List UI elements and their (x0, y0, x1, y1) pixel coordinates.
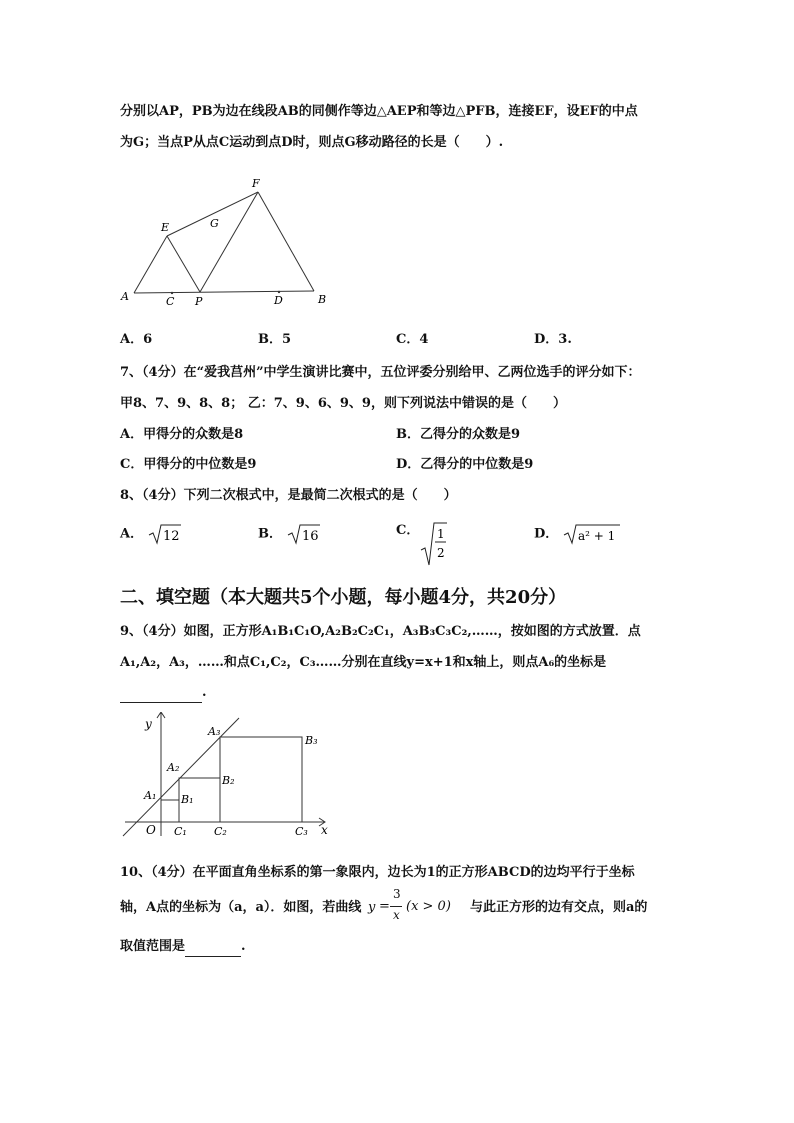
label-B1: B₁ (181, 793, 194, 806)
q8-option-a-label: A． (120, 526, 144, 542)
label-C1: C₁ (174, 825, 187, 838)
q6-line2: 为G；当点P从点C运动到点D时，则点G移动路径的长是（ ）. (120, 135, 504, 150)
q9-line1: 9、（4分）如图，正方形A₁B₁C₁O,A₂B₂C₂C₁，A₃B₃C₃C₂,……，按如图的方式放置．点 (120, 624, 641, 639)
label-A2: A₂ (167, 761, 180, 774)
q10-line1: 10、（4分）在平面直角坐标系的第一象限内，边长为1的正方形ABCD的边均平行于坐标 (120, 865, 635, 880)
q8-option-b-label: B． (258, 526, 282, 542)
label-C2: C₂ (214, 825, 227, 838)
label-C3: C₃ (295, 825, 308, 838)
q10-formula-y: y (368, 900, 376, 915)
q8-option-d (534, 522, 622, 546)
label-A: A (121, 290, 129, 303)
q8-radicand-b: 16 (302, 529, 319, 544)
q6-line1: 分别以AP，PB为边在线段AB的同侧作等边△AEP和等边△PFB，连接EF，设EF的中点 (120, 104, 638, 119)
q7-line1: 7、（4分）在“爱我莒州”中学生演讲比赛中，五位评委分别给甲、乙两位选手的评分如下： (120, 365, 641, 380)
label-x: x (321, 823, 328, 837)
q6-option-a: A．6 (120, 332, 153, 347)
label-O: O (146, 823, 156, 837)
q8-option-d-label: D． (534, 526, 559, 542)
q6-option-c: C．4 (396, 332, 429, 347)
q10-condition: (x > 0) (406, 899, 451, 914)
q8-radicand-d: a² + 1 (578, 529, 616, 543)
q8-frac-num: 1 (437, 527, 445, 541)
q10-line2-post: 与此正方形的边有交点，则a的 (470, 900, 648, 915)
q10-line3-pre: 取值范围是 (120, 939, 186, 954)
answer-blank[interactable] (120, 684, 202, 703)
q6-triangle-figure (115, 172, 335, 312)
q10-frac-num: 3 (393, 887, 401, 901)
q8-option-a (120, 522, 183, 546)
q10-line2-pre: 轴，A点的坐标为（a，a）．如图，若曲线 (120, 900, 362, 915)
q7-option-c: C．甲得分的中位数是9 (120, 457, 257, 472)
q9-squares-figure (115, 712, 340, 842)
label-y: y (145, 717, 152, 731)
q9-line3-end: . (202, 685, 207, 700)
q7-option-d: D．乙得分的中位数是9 (396, 457, 534, 472)
q8-option-c-label: C． (396, 523, 420, 538)
label-G: G (210, 217, 219, 230)
q9-line3 (120, 684, 207, 703)
fraction-bar (390, 906, 402, 907)
q9-line2: A₁,A₂，A₃，……和点C₁,C₂，C₃……分别在直线y=x+1和x轴上，则点A₆的坐标是 (120, 655, 607, 670)
section-heading: 二、填空题（本大题共5个小题，每小题4分，共20分） (120, 587, 567, 608)
q6-option-b: B．5 (258, 332, 292, 347)
q10-line3 (120, 938, 246, 957)
sqrt-fraction-icon (419, 520, 449, 568)
label-E: E (161, 221, 170, 234)
sqrt-icon (286, 522, 322, 546)
q8-option-b (258, 522, 322, 546)
sqrt-icon (562, 522, 622, 546)
q7-option-a: A．甲得分的众数是8 (120, 427, 244, 442)
label-B2: B₂ (222, 774, 235, 787)
label-C: C (166, 295, 175, 308)
q8-radicand-a: 12 (163, 529, 180, 544)
sqrt-icon (147, 522, 183, 546)
q8-line1: 8、（4分）下列二次根式中，是最简二次根式的是（ ） (120, 488, 457, 503)
label-A3: A₃ (208, 725, 221, 738)
q10-line3-end: . (241, 939, 246, 954)
q10-formula-eq: = (379, 899, 390, 914)
q10-frac-den: x (393, 908, 400, 922)
label-P: P (195, 295, 203, 308)
answer-blank[interactable] (185, 938, 241, 957)
label-B3: B₃ (305, 734, 318, 747)
q7-line2: 甲8、7、9、8、8； 乙：7、9、6、9、9，则下列说法中错误的是（ ） (120, 396, 566, 411)
label-A1: A₁ (144, 789, 157, 802)
q8-frac-den: 2 (437, 546, 445, 560)
label-F: F (252, 177, 260, 190)
label-B: B (318, 293, 327, 306)
q7-option-b: B．乙得分的众数是9 (396, 427, 521, 442)
q8-option-c (396, 522, 419, 540)
q6-option-d: D．3. (534, 332, 572, 347)
label-D: D (274, 294, 283, 307)
